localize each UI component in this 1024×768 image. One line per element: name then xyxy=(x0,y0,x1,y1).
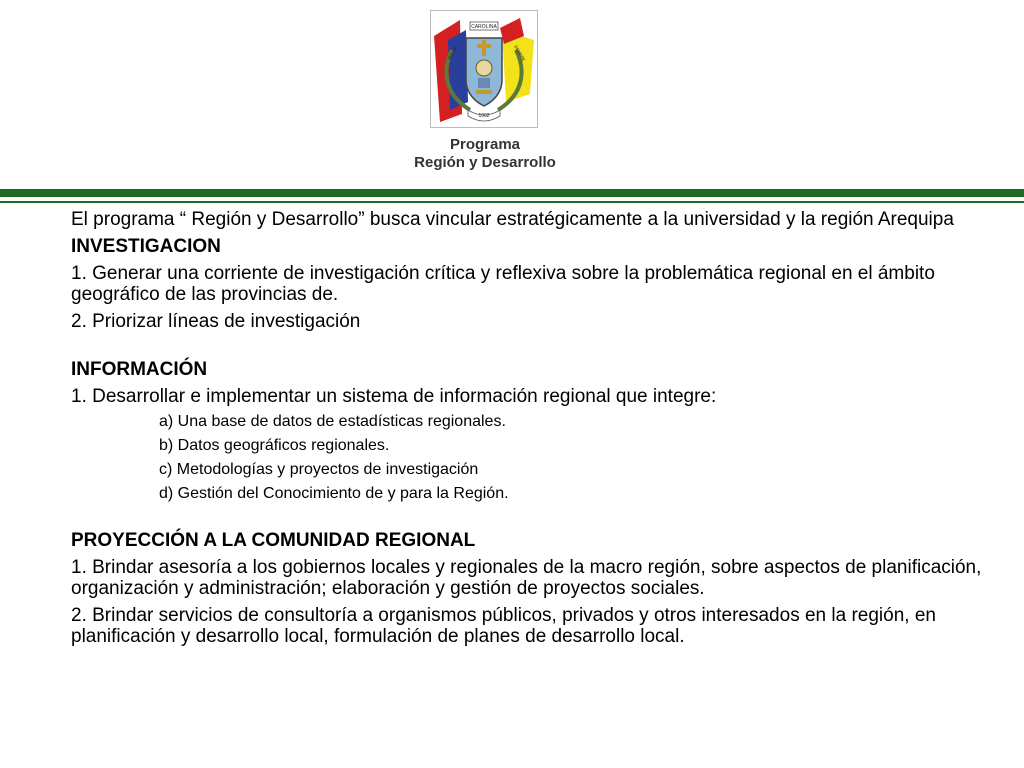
informacion-item-1: 1. Desarrollar e implementar un sistema de información regional que integre: xyxy=(71,386,717,407)
spacer xyxy=(71,509,991,530)
slide-body xyxy=(71,209,991,653)
program-title xyxy=(380,136,590,172)
proyeccion-item-1: 1. Brindar asesoría a los gobiernos locales y regionales de la macro región, sobre aspectos de planificación, organización y administración; elaboración y gestión de proyectos sociales. xyxy=(71,557,982,599)
informacion-subitem-d: d) Gestión del Conocimiento de y para la Región. xyxy=(159,485,509,502)
header-divider-thick xyxy=(0,189,1024,197)
spacer xyxy=(71,338,991,359)
investigacion-item-1: 1. Generar una corriente de investigación crítica y reflexiva sobre la problemática regional en el ámbito geográfico de las provincias de. xyxy=(71,263,935,305)
informacion-subitem-a: a) Una base de datos de estadísticas regionales. xyxy=(159,413,506,430)
informacion-subitem-c: c) Metodologías y proyectos de investigación xyxy=(159,461,479,478)
investigacion-item-2: 2. Priorizar líneas de investigación xyxy=(71,311,361,332)
program-title-line2: Región y Desarrollo xyxy=(414,154,556,171)
logo-motto-top: CAROLINA xyxy=(471,24,497,30)
header-divider-thin xyxy=(0,201,1024,203)
intro-paragraph: El programa “ Región y Desarrollo” busca vincular estratégicamente a la universidad y la región Arequipa xyxy=(71,209,954,230)
logo-motto-left: ARRIBA xyxy=(446,45,459,61)
logo-year: 1962 xyxy=(478,113,490,119)
informacion-subitem-b: b) Datos geográficos regionales. xyxy=(159,437,390,454)
proyeccion-item-2: 2. Brindar servicios de consultoría a organismos públicos, privados y otros interesados en la región, en planificación y desarrollo local, formulación de planes de desarrollo local. xyxy=(71,605,936,647)
proyeccion-heading: PROYECCIÓN A LA COMUNIDAD REGIONAL xyxy=(71,530,476,551)
logo-motto-right: SIEMPRE xyxy=(513,44,527,63)
investigacion-heading: INVESTIGACION xyxy=(71,236,221,257)
program-title-line1: Programa xyxy=(449,136,521,153)
header xyxy=(0,0,1024,190)
coat-of-arms-logo xyxy=(430,10,538,128)
informacion-heading: INFORMACIÓN xyxy=(71,359,208,380)
